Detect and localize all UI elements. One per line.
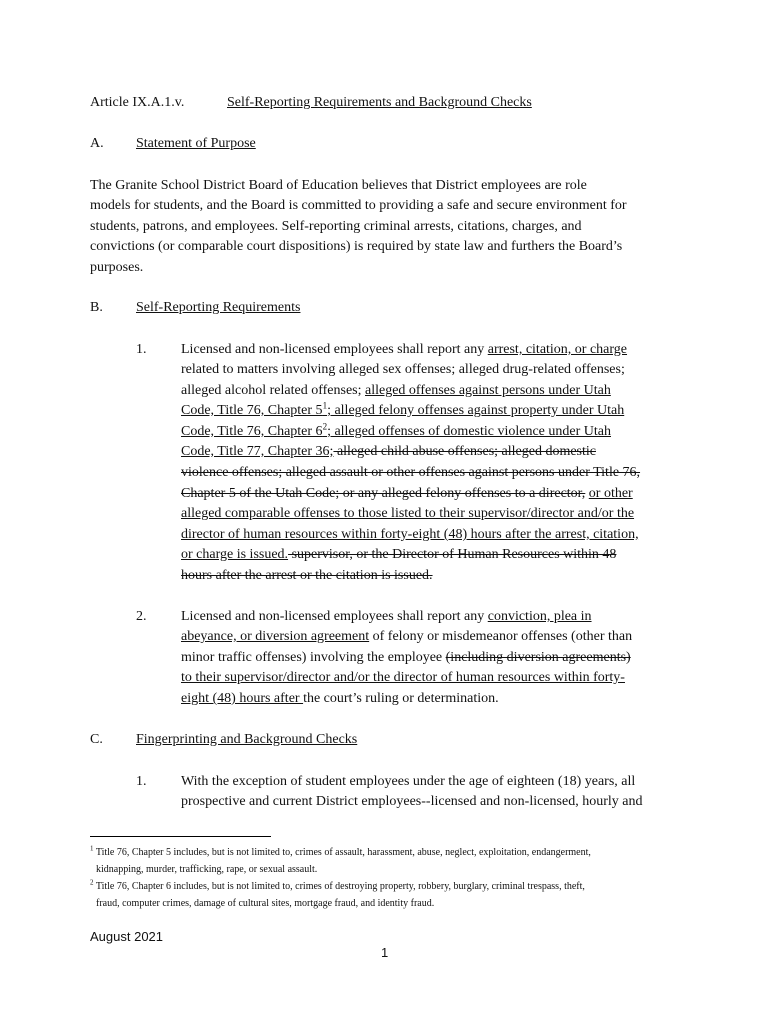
section-b-heading: Self-Reporting Requirements xyxy=(136,300,301,315)
footnote-ref-2: 2 xyxy=(322,421,328,432)
footnote-ref-1: 1 xyxy=(322,400,328,411)
section-a-line: students, patrons, and employees. Self-reporting criminal arrests, citations, charges, and xyxy=(90,219,582,234)
footnote-divider xyxy=(90,836,271,837)
document-title: Self-Reporting Requirements and Background Checks xyxy=(227,95,532,110)
b1-line-12: hours after the arrest or the citation is issued. xyxy=(181,568,433,583)
section-a-heading: Statement of Purpose xyxy=(136,136,256,151)
b2-line-4: to their supervisor/director and/or the director of human resources within forty- xyxy=(181,670,625,685)
b1-line-7: violence offenses; alleged assault or other offenses against persons under Title 76, xyxy=(181,465,641,480)
section-c-letter: C. xyxy=(90,732,103,747)
article-number: Article IX.A.1.v. xyxy=(90,95,185,110)
c1-line-2: prospective and current District employees--licensed and non-licensed, hourly and xyxy=(181,794,643,809)
item-number: 1. xyxy=(136,342,147,357)
b1-line-3: alleged alcohol related offenses; alleged offenses against persons under Utah xyxy=(181,383,611,398)
b2-line-5: eight (48) hours after the court’s ruling or determination. xyxy=(181,691,499,706)
page-number: 1 xyxy=(381,945,389,960)
c1-line-1: With the exception of student employees under the age of eighteen (18) years, all xyxy=(181,774,636,789)
item-number: 2. xyxy=(136,609,147,624)
item-number: 1. xyxy=(136,774,147,789)
b1-line-11: or charge is issued. supervisor, or the Director of Human Resources within 48 xyxy=(181,547,617,562)
section-a-line: models for students, and the Board is committed to providing a safe and secure environment for xyxy=(90,198,627,213)
b1-line-10: director of human resources within forty-eight (48) hours after the arrest, citation, xyxy=(181,527,639,542)
b1-line-5: Code, Title 76, Chapter $6^2$; alleged offenses of domestic violence under Utah xyxy=(181,421,611,439)
section-a-line: The Granite School District Board of Education believes that District employees are role xyxy=(90,178,587,193)
footnote-1: $^1$ Title 76, Chapter 5 includes, but is not limited to, crimes of assault, harassment, abuse, neglect, exploitation, endangerment, xyxy=(90,844,591,858)
section-b-letter: B. xyxy=(90,300,103,315)
section-a-line: purposes. xyxy=(90,260,144,275)
section-a-line: convictions (or comparable court dispositions) is required by state law and furthers the Board’s xyxy=(90,239,623,254)
section-c-heading: Fingerprinting and Background Checks xyxy=(136,732,358,747)
footnote-2: $^2$ Title 76, Chapter 6 includes, but is not limited to, crimes of destroying property, robbery, burglary, criminal trespass, theft, xyxy=(90,878,585,892)
b2-line-3: minor traffic offenses) involving the employee (including diversion agreements) xyxy=(181,650,631,665)
b1-line-8: Chapter 5 of the Utah Code; or any alleged felony offenses to a director, or other xyxy=(181,486,633,501)
b1-line-1: Licensed and non-licensed employees shall report any arrest, citation, or charge xyxy=(181,342,628,357)
b1-line-9: alleged comparable offenses to those listed to their supervisor/director and/or the xyxy=(181,506,635,521)
b2-line-2: abeyance, or diversion agreement of felony or misdemeanor offenses (other than xyxy=(181,629,633,644)
footer-date: August 2021 xyxy=(90,929,164,944)
footnote-2-cont: fraud, computer crimes, damage of cultural sites, mortgage fraud, and identity fraud. xyxy=(96,898,435,909)
b1-line-2: related to matters involving alleged sex offenses; alleged drug-related offenses; xyxy=(181,362,625,377)
b2-line-1: Licensed and non-licensed employees shall report any conviction, plea in xyxy=(181,609,592,624)
b1-line-6: Code, Title 77, Chapter 36; alleged child abuse offenses; alleged domestic xyxy=(181,444,596,459)
b1-line-4: Code, Title 76, Chapter $5^1$; alleged felony offenses against property under Utah xyxy=(181,400,625,418)
section-a-letter: A. xyxy=(90,136,104,151)
footnote-1-cont: kidnapping, murder, trafficking, rape, or sexual assault. xyxy=(96,864,318,875)
